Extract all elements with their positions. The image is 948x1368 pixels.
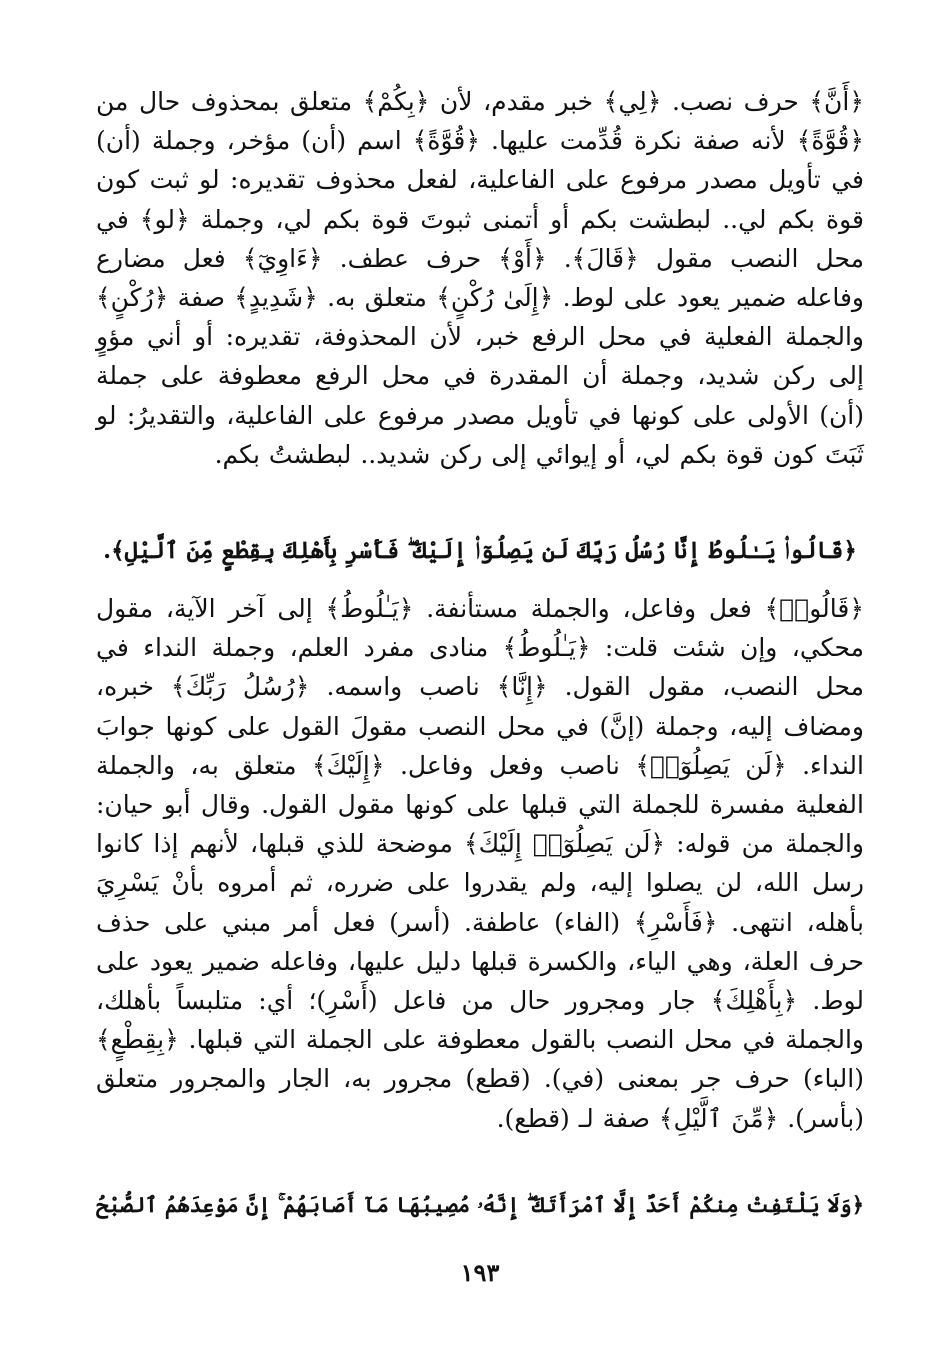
paragraph-text-2: ﴿قَالُوا۟﴾ فعل وفاعل، والجملة مستأنفة. ﴿يَـٰلُوطُ﴾ إلى آخر الآية، مقول محكي، وإن شئت قلت: ﴿يَـٰلُوطُ﴾ منادى مفرد العلم، وجملة النداء في محل النصب، مقول القول. ﴿إِنَّا﴾ ناصب واسمه. ﴿رُسُلُ رَبِّكَ﴾ خبره، ومضاف إليه، وجملة (إنَّ) في محل النصب مقولَ القول على كونها جوابَ النداء. ﴿لَن يَصِلُوٓا۟﴾ ناصب وفعل وفاعل. ﴿إِلَيْكَ﴾ متعلق به، والجملة الفعلية مفسرة للجملة التي قبلها على كونها مقول القول. وقال أبو حيان: والجملة من قوله: ﴿لَن يَصِلُوٓا۟ إِلَيْكَ﴾ موضحة للذي قبلها، لأنهم إذا كانوا رسل الله، لن يصلوا إليه، ولم يقدروا على ضرره، ثم أمروه بأنْ يَسْرِيَ بأهله، انتهى. ﴿فَأَسْرِ﴾ (الفاء) عاطفة. (أسر) فعل أمر مبني على حذف حرف العلة، وهي الياء، والكسرة قبلها دليل عليها، وفاعله ضمير يعود على لوط. ﴿بِأَهْلِكَ﴾ جار ومجرور حال من فاعل (أَسْرِ)؛ أي: متلبساً بأهلك، والجملة في محل النصب بالقول معطوفة على الجملة التي قبلها. ﴿بِقِطْعٍ﴾ (الباء) حرف جر بمعنى (في). (قطع) مجرور به، الجار والمجرور متعلق (بأسر). ﴿مِّنَ ٱلَّيْلِ﴾ صفة لـ (قطع). [96,594,864,1133]
quran-verse-2: ﴿وَلَا يَلْتَفِتْ مِنكُمْ أَحَدٌ إِلَّا ٱمْرَأَتَكَ ۖ إِنَّهُۥ مُصِيبُهَا مَآ أَصَابَهُمْ ۚ إِنَّ مَوْعِدَهُمُ ٱلصُّبْحُ [96,1192,864,1217]
commentary-paragraph-2 [96,589,864,1139]
quran-verse-1: ﴿قَالُوا۟ يَـٰلُوطُ إِنَّا رُسُلُ رَبِّكَ لَن يَصِلُوٓا۟ إِلَيْكَ ۖ فَأَسْرِ بِأَهْلِكَ بِقِطْعٍ مِّنَ ٱلَّيْلِ﴾. [103,537,857,564]
page-number: ١٩٣ [460,1258,500,1287]
book-page [96,82,864,1332]
commentary-paragraph-1 [96,82,864,513]
paragraph-text-1: ﴿أَنَّ﴾ حرف نصب. ﴿لِي﴾ خبر مقدم، لأن ﴿بِكُمْ﴾ متعلق بمحذوف حال من ﴿قُوَّةً﴾ لأنه صفة نكرة قُدِّمت عليها. ﴿قُوَّةً﴾ اسم (أن) مؤخر، وجملة (أن) في تأويل مصدر مرفوع على الفاعلية، لفعل محذوف تقديره: لو ثبت كون قوة بكم لي.. لبطشت بكم أو أتمنى ثبوتَ قوة بكم لي، وجملة ﴿لو﴾ في محل النصب مقول ﴿قَالَ﴾. ﴿أَوْ﴾ حرف عطف. ﴿ءَاوِيٓ﴾ فعل مضارع وفاعله ضمير يعود على لوط. ﴿إِلَىٰ رُكْنٍ﴾ متعلق به. ﴿شَدِيدٍ﴾ صفة ﴿رُكْنٍ﴾ والجملة الفعلية في محل الرفع خبر، لأن المحذوفة، تقديره: أو أني مؤوٍ إلى ركن شديد، وجملة أن المقدرة في محل الرفع معطوفة على جملة (أن) الأولى على كونها في تأويل مصدر مرفوع على الفاعلية، والتقديرُ: لو ثَبَتَ كون قوة بكم لي، أو إيوائي إلى ركن شديد.. لبطشتُ بكم. [96,87,864,469]
